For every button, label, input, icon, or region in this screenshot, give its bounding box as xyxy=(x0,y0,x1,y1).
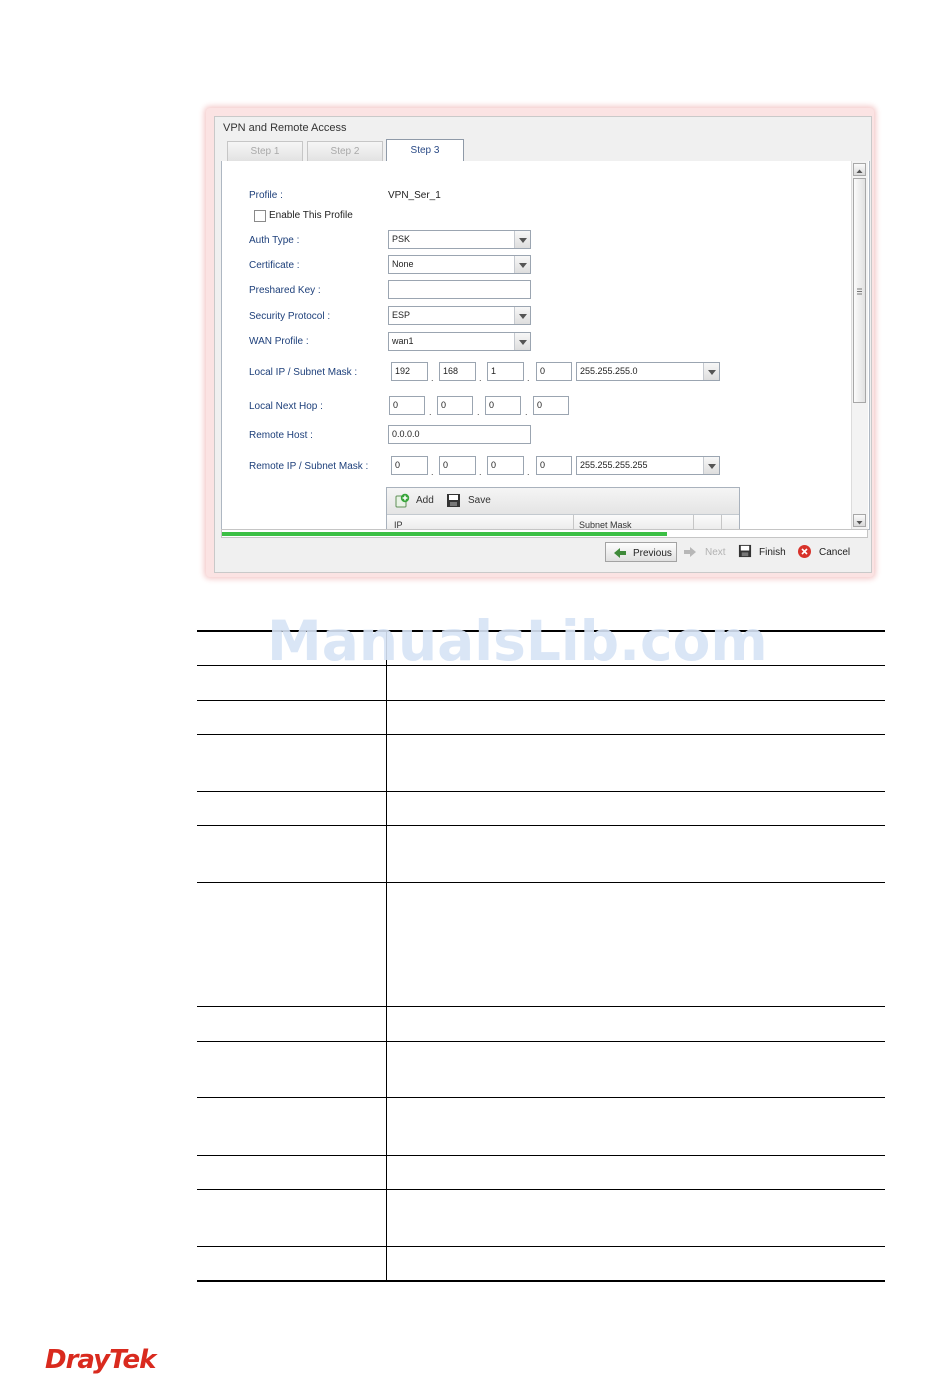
scroll-thumb[interactable] xyxy=(853,178,866,403)
column-header-ip[interactable]: IP xyxy=(394,520,403,530)
arrow-right-icon xyxy=(683,546,697,558)
previous-button[interactable] xyxy=(605,542,677,562)
scroll-down-button[interactable] xyxy=(853,514,866,527)
wizard-progress-bar xyxy=(221,529,868,538)
tab-step-3[interactable]: Step 3 xyxy=(386,139,464,162)
octet-value: 0 xyxy=(393,400,399,410)
octet-separator: . xyxy=(525,407,528,417)
profile-label: Profile : xyxy=(249,190,283,201)
add-icon[interactable] xyxy=(395,493,410,508)
remote-ip-octet-4[interactable] xyxy=(536,456,572,475)
chevron-down-icon xyxy=(703,457,719,474)
draytek-logo: DrayTek xyxy=(45,1345,156,1375)
column-divider xyxy=(721,515,722,530)
preshared-key-label: Preshared Key : xyxy=(249,285,321,296)
remote-ip-label: Remote IP / Subnet Mask : xyxy=(249,461,369,472)
chevron-down-icon xyxy=(514,307,530,324)
chevron-down-icon xyxy=(854,517,865,528)
octet-separator: . xyxy=(431,373,434,383)
octet-value: 168 xyxy=(443,366,459,376)
octet-value: 0 xyxy=(443,460,449,470)
arrow-left-icon xyxy=(613,547,627,559)
grip-icon xyxy=(854,286,865,297)
table-column-divider xyxy=(386,632,387,1282)
octet-separator: . xyxy=(527,467,530,477)
progress-fill xyxy=(222,532,667,536)
octet-separator: . xyxy=(479,467,482,477)
next-hop-octet-3[interactable] xyxy=(485,396,521,415)
close-icon xyxy=(797,544,812,559)
table-row-rule xyxy=(197,1006,885,1007)
remote-mask-select[interactable] xyxy=(576,456,720,475)
next-hop-octet-2[interactable] xyxy=(437,396,473,415)
finish-label: Finish xyxy=(759,547,786,558)
grid-toolbar xyxy=(387,488,739,515)
next-hop-octet-1[interactable] xyxy=(389,396,425,415)
save-icon[interactable] xyxy=(446,493,461,508)
remote-ip-octet-3[interactable] xyxy=(487,456,524,475)
octet-value: 0 xyxy=(491,460,497,470)
next-hop-octet-4[interactable] xyxy=(533,396,569,415)
security-protocol-select[interactable] xyxy=(388,306,531,325)
enable-profile-checkbox[interactable] xyxy=(254,210,266,222)
finish-button[interactable] xyxy=(737,542,792,562)
cancel-button[interactable] xyxy=(797,542,857,562)
table-row-rule xyxy=(197,734,885,735)
enable-profile-label: Enable This Profile xyxy=(269,210,353,221)
remote-host-input[interactable] xyxy=(388,425,531,444)
table-row-rule xyxy=(197,700,885,701)
wan-profile-select[interactable] xyxy=(388,332,531,351)
local-mask-select[interactable] xyxy=(576,362,720,381)
octet-value: 0 xyxy=(540,460,546,470)
chevron-down-icon xyxy=(703,363,719,380)
table-row-rule xyxy=(197,1189,885,1190)
vertical-scrollbar[interactable] xyxy=(851,161,868,529)
auth-type-value: PSK xyxy=(392,234,411,244)
certificate-label: Certificate : xyxy=(249,260,300,271)
local-ip-label: Local IP / Subnet Mask : xyxy=(249,367,358,378)
chevron-down-icon xyxy=(514,256,530,273)
scroll-up-button[interactable] xyxy=(853,163,866,176)
vpn-wizard-dialog xyxy=(214,116,872,573)
add-button[interactable]: Add xyxy=(416,495,434,506)
chevron-up-icon xyxy=(854,166,865,177)
octet-separator: . xyxy=(479,373,482,383)
save-button[interactable]: Save xyxy=(468,495,491,506)
chevron-down-icon xyxy=(514,231,530,248)
remote-mask-value: 255.255.255.255 xyxy=(580,460,648,470)
table-row-rule xyxy=(197,882,885,883)
previous-label: Previous xyxy=(633,548,672,559)
remote-ip-octet-2[interactable] xyxy=(439,456,476,475)
table-row-rule xyxy=(197,791,885,792)
watermark: ManualsLib.com xyxy=(267,609,768,673)
wan-profile-label: WAN Profile : xyxy=(249,336,309,347)
auth-type-label: Auth Type : xyxy=(249,235,300,246)
cancel-label: Cancel xyxy=(819,547,851,558)
remote-host-value: 0.0.0.0 xyxy=(392,429,420,439)
octet-separator: . xyxy=(477,407,480,417)
wan-profile-value: wan1 xyxy=(392,336,414,346)
next-button[interactable] xyxy=(681,542,731,562)
table-row-rule xyxy=(197,1246,885,1247)
certificate-select[interactable] xyxy=(388,255,531,274)
remote-subnet-grid xyxy=(386,487,740,530)
remote-host-label: Remote Host : xyxy=(249,430,313,441)
security-protocol-value: ESP xyxy=(392,310,411,320)
local-mask-value: 255.255.255.0 xyxy=(580,366,638,376)
octet-value: 0 xyxy=(540,366,546,376)
tab-step-2[interactable]: Step 2 xyxy=(307,141,383,161)
local-ip-octet-2[interactable] xyxy=(439,362,476,381)
octet-value: 1 xyxy=(491,366,497,376)
table-row-rule xyxy=(197,1041,885,1042)
table-row-rule xyxy=(197,1097,885,1098)
local-ip-octet-3[interactable] xyxy=(487,362,524,381)
tab-step-1[interactable]: Step 1 xyxy=(227,141,303,161)
grid-header xyxy=(387,515,739,530)
local-next-hop-label: Local Next Hop : xyxy=(249,401,323,412)
column-header-subnet-mask[interactable]: Subnet Mask xyxy=(579,520,632,530)
next-label: Next xyxy=(705,547,726,558)
security-protocol-label: Security Protocol : xyxy=(249,311,331,322)
octet-separator: . xyxy=(431,467,434,477)
dialog-title: VPN and Remote Access xyxy=(223,122,347,134)
column-divider xyxy=(573,515,574,530)
octet-separator: . xyxy=(527,373,530,383)
octet-value: 0 xyxy=(489,400,495,410)
preshared-key-input[interactable] xyxy=(388,280,531,299)
octet-value: 0 xyxy=(441,400,447,410)
octet-separator: . xyxy=(429,407,432,417)
octet-value: 192 xyxy=(395,366,411,376)
save-icon xyxy=(738,544,752,558)
remote-ip-octet-1[interactable] xyxy=(391,456,428,475)
column-divider xyxy=(693,515,694,530)
tab-strip xyxy=(221,139,868,162)
local-ip-octet-1[interactable] xyxy=(391,362,428,381)
octet-value: 0 xyxy=(395,460,401,470)
table-row-rule xyxy=(197,1155,885,1156)
octet-value: 0 xyxy=(537,400,543,410)
local-ip-octet-4[interactable] xyxy=(536,362,572,381)
auth-type-select[interactable] xyxy=(388,230,531,249)
certificate-value: None xyxy=(392,259,414,269)
chevron-down-icon xyxy=(514,333,530,350)
table-bottom-rule xyxy=(197,1280,885,1282)
profile-value: VPN_Ser_1 xyxy=(388,190,441,201)
wizard-content xyxy=(221,161,870,530)
table-row-rule xyxy=(197,825,885,826)
